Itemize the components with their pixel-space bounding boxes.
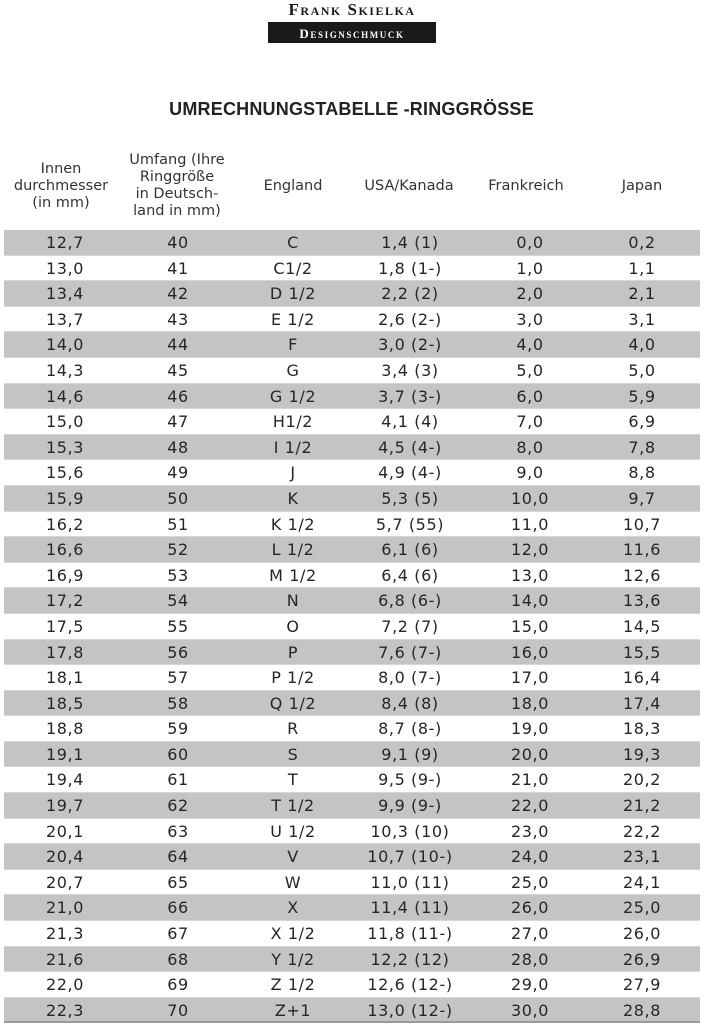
inner-diameter-cell: 13,4 xyxy=(45,284,85,304)
usa-canada-cell: 9,9 (9-) xyxy=(378,796,442,816)
table-row xyxy=(4,947,700,973)
table-header xyxy=(0,145,703,227)
japan-cell: 21,2 xyxy=(622,796,662,816)
japan-cell: 5,9 xyxy=(628,386,656,406)
usa-canada-cell: 11,8 (11-) xyxy=(367,924,453,944)
japan-cell: 5,0 xyxy=(628,360,656,380)
brand-logo xyxy=(268,0,436,43)
england-cell: O xyxy=(286,616,300,636)
usa-canada-cell: 6,8 (6-) xyxy=(378,591,442,611)
japan-cell: 4,0 xyxy=(628,335,656,355)
japan-cell: 28,8 xyxy=(622,1000,662,1020)
england-cell: L 1/2 xyxy=(271,540,315,560)
inner-diameter-cell: 15,0 xyxy=(45,412,85,432)
table-row xyxy=(4,486,700,512)
france-cell: 23,0 xyxy=(510,821,550,841)
brand-subtitle: Designschmuck xyxy=(268,24,436,43)
england-cell: H1/2 xyxy=(272,412,314,432)
japan-cell: 26,0 xyxy=(622,924,662,944)
circumference-cell: 68 xyxy=(167,949,189,969)
japan-cell: 27,9 xyxy=(622,975,662,995)
table-row xyxy=(4,460,700,486)
usa-canada-cell: 8,0 (7-) xyxy=(378,668,442,688)
england-cell: Q 1/2 xyxy=(269,693,317,713)
table-row xyxy=(4,409,700,435)
japan-cell: 7,8 xyxy=(628,437,656,457)
table-row xyxy=(4,640,700,666)
england-cell: S xyxy=(287,744,299,764)
england-cell: Y 1/2 xyxy=(271,949,315,969)
circumference-cell: 63 xyxy=(167,821,189,841)
japan-cell: 0,2 xyxy=(628,233,656,252)
usa-canada-cell: 6,1 (6) xyxy=(381,540,439,560)
france-cell: 26,0 xyxy=(510,898,550,918)
usa-canada-cell: 12,2 (12) xyxy=(370,949,450,969)
circumference-cell: 53 xyxy=(167,565,189,585)
france-cell: 18,0 xyxy=(510,693,550,713)
inner-diameter-cell: 14,3 xyxy=(45,360,85,380)
usa-canada-cell: 13,0 (12-) xyxy=(367,1000,453,1020)
table-row xyxy=(4,767,700,793)
usa-canada-cell: 8,4 (8) xyxy=(381,693,439,713)
table-row xyxy=(4,307,700,333)
circumference-cell: 64 xyxy=(167,847,189,867)
usa-canada-cell: 12,6 (12-) xyxy=(367,975,453,995)
japan-cell: 11,6 xyxy=(622,540,662,560)
circumference-cell: 48 xyxy=(167,437,189,457)
inner-diameter-cell: 15,9 xyxy=(45,488,85,508)
circumference-cell: 41 xyxy=(167,258,189,278)
usa-canada-cell: 3,0 (2-) xyxy=(378,335,442,355)
inner-diameter-cell: 14,6 xyxy=(45,386,85,406)
circumference-cell: 66 xyxy=(167,898,189,918)
circumference-cell: 56 xyxy=(167,642,189,662)
japan-cell: 15,5 xyxy=(622,642,662,662)
japan-cell: 6,9 xyxy=(628,412,656,432)
circumference-cell: 58 xyxy=(167,693,189,713)
england-cell: Z+1 xyxy=(274,1000,312,1020)
inner-diameter-cell: 17,5 xyxy=(45,616,85,636)
japan-cell: 9,7 xyxy=(628,488,656,508)
table-row xyxy=(4,588,700,614)
circumference-cell: 54 xyxy=(167,591,189,611)
circumference-cell: 49 xyxy=(167,463,189,483)
inner-diameter-cell: 21,3 xyxy=(45,924,85,944)
england-cell: P xyxy=(287,642,299,662)
usa-canada-cell: 4,1 (4) xyxy=(381,412,439,432)
circumference-cell: 40 xyxy=(167,233,189,252)
table-row xyxy=(4,256,700,282)
france-cell: 12,0 xyxy=(510,540,550,560)
inner-diameter-cell: 21,6 xyxy=(45,949,85,969)
circumference-cell: 61 xyxy=(167,770,189,790)
england-cell: P 1/2 xyxy=(271,668,315,688)
japan-cell: 3,1 xyxy=(628,309,656,329)
table-row xyxy=(4,332,700,358)
inner-diameter-cell: 12,7 xyxy=(45,233,85,252)
circumference-cell: 59 xyxy=(167,719,189,739)
table-row xyxy=(4,895,700,921)
table-row xyxy=(4,844,700,870)
england-cell: E 1/2 xyxy=(271,309,315,329)
france-cell: 2,0 xyxy=(516,284,544,304)
circumference-cell: 62 xyxy=(167,796,189,816)
england-cell: N xyxy=(286,591,300,611)
england-cell: X xyxy=(287,898,299,918)
japan-cell: 8,8 xyxy=(628,463,656,483)
inner-diameter-cell: 14,0 xyxy=(45,335,85,355)
france-cell: 7,0 xyxy=(516,412,544,432)
circumference-cell: 65 xyxy=(167,872,189,892)
france-cell: 14,0 xyxy=(510,591,550,611)
usa-canada-cell: 2,6 (2-) xyxy=(378,309,442,329)
table-row xyxy=(4,819,700,845)
france-cell: 30,0 xyxy=(510,1000,550,1020)
circumference-cell: 52 xyxy=(167,540,189,560)
usa-canada-cell: 7,2 (7) xyxy=(381,616,439,636)
usa-canada-cell: 11,4 (11) xyxy=(370,898,450,918)
usa-canada-cell: 10,3 (10) xyxy=(370,821,450,841)
circumference-cell: 46 xyxy=(167,386,189,406)
inner-diameter-cell: 18,1 xyxy=(45,668,85,688)
usa-canada-cell: 6,4 (6) xyxy=(381,565,439,585)
circumference-cell: 60 xyxy=(167,744,189,764)
header-usa-canada: USA/Kanada xyxy=(364,177,454,194)
france-cell: 29,0 xyxy=(510,975,550,995)
japan-cell: 16,4 xyxy=(622,668,662,688)
inner-diameter-cell: 22,0 xyxy=(45,975,85,995)
circumference-cell: 67 xyxy=(167,924,189,944)
table-row xyxy=(4,358,700,384)
usa-canada-cell: 9,5 (9-) xyxy=(378,770,442,790)
circumference-cell: 51 xyxy=(167,514,189,534)
france-cell: 5,0 xyxy=(516,360,544,380)
usa-canada-cell: 5,7 (55) xyxy=(375,514,445,534)
france-cell: 22,0 xyxy=(510,796,550,816)
table-row xyxy=(4,230,700,256)
france-cell: 28,0 xyxy=(510,949,550,969)
japan-cell: 18,3 xyxy=(622,719,662,739)
france-cell: 4,0 xyxy=(516,335,544,355)
england-cell: W xyxy=(284,872,302,892)
size-table-body xyxy=(4,230,700,1023)
japan-cell: 19,3 xyxy=(622,744,662,764)
header-england: England xyxy=(263,177,323,194)
inner-diameter-cell: 13,0 xyxy=(45,258,85,278)
england-cell: K xyxy=(287,488,299,508)
england-cell: G xyxy=(286,360,300,380)
usa-canada-cell: 5,3 (5) xyxy=(381,488,439,508)
usa-canada-cell: 4,9 (4-) xyxy=(378,463,442,483)
france-cell: 3,0 xyxy=(516,309,544,329)
japan-cell: 25,0 xyxy=(622,898,662,918)
england-cell: G 1/2 xyxy=(269,386,317,406)
header-circumference: Umfang (Ihre Ringgröße in Deutsch- land in mm) xyxy=(129,152,225,219)
usa-canada-cell: 10,7 (10-) xyxy=(367,847,453,867)
france-cell: 16,0 xyxy=(510,642,550,662)
inner-diameter-cell: 16,6 xyxy=(45,540,85,560)
circumference-cell: 70 xyxy=(167,1000,189,1020)
usa-canada-cell: 1,8 (1-) xyxy=(378,258,442,278)
table-row xyxy=(4,793,700,819)
england-cell: D 1/2 xyxy=(269,284,317,304)
japan-cell: 14,5 xyxy=(622,616,662,636)
france-cell: 20,0 xyxy=(510,744,550,764)
usa-canada-cell: 3,7 (3-) xyxy=(378,386,442,406)
france-cell: 21,0 xyxy=(510,770,550,790)
header-inner-diameter: Innen durchmesser (in mm) xyxy=(13,160,109,211)
circumference-cell: 69 xyxy=(167,975,189,995)
england-cell: X 1/2 xyxy=(270,924,316,944)
page-title: UMRECHNUNGSTABELLE -RINGGRÖSSE xyxy=(169,99,534,119)
circumference-cell: 44 xyxy=(167,335,189,355)
france-cell: 15,0 xyxy=(510,616,550,636)
japan-cell: 22,2 xyxy=(622,821,662,841)
table-row xyxy=(4,691,700,717)
inner-diameter-cell: 17,8 xyxy=(45,642,85,662)
circumference-cell: 55 xyxy=(167,616,189,636)
table-row xyxy=(4,512,700,538)
england-cell: Z 1/2 xyxy=(270,975,316,995)
inner-diameter-cell: 16,9 xyxy=(45,565,85,585)
france-cell: 17,0 xyxy=(510,668,550,688)
inner-diameter-cell: 18,5 xyxy=(45,693,85,713)
england-cell: C xyxy=(287,233,299,252)
circumference-cell: 43 xyxy=(167,309,189,329)
france-cell: 25,0 xyxy=(510,872,550,892)
circumference-cell: 47 xyxy=(167,412,189,432)
table-row xyxy=(4,870,700,896)
england-cell: K 1/2 xyxy=(270,514,316,534)
france-cell: 27,0 xyxy=(510,924,550,944)
brand-name: Frank Skielka xyxy=(268,0,436,24)
japan-cell: 2,1 xyxy=(628,284,656,304)
japan-cell: 26,9 xyxy=(622,949,662,969)
japan-cell: 1,1 xyxy=(628,258,656,278)
inner-diameter-cell: 19,1 xyxy=(45,744,85,764)
table-row xyxy=(4,716,700,742)
inner-diameter-cell: 13,7 xyxy=(45,309,85,329)
england-cell: U 1/2 xyxy=(270,821,316,841)
usa-canada-cell: 1,4 (1) xyxy=(381,233,439,252)
table-row xyxy=(4,972,700,998)
england-cell: V xyxy=(287,847,299,867)
header-france: Frankreich xyxy=(488,177,564,194)
inner-diameter-cell: 21,0 xyxy=(45,898,85,918)
france-cell: 11,0 xyxy=(510,514,550,534)
inner-diameter-cell: 19,4 xyxy=(45,770,85,790)
inner-diameter-cell: 18,8 xyxy=(45,719,85,739)
table-row xyxy=(4,537,700,563)
england-cell: C1/2 xyxy=(273,258,313,278)
table-row xyxy=(4,614,700,640)
circumference-cell: 45 xyxy=(167,360,189,380)
usa-canada-cell: 2,2 (2) xyxy=(381,284,439,304)
japan-cell: 24,1 xyxy=(622,872,662,892)
france-cell: 0,0 xyxy=(516,233,544,252)
table-row xyxy=(4,665,700,691)
japan-cell: 17,4 xyxy=(622,693,662,713)
table-row xyxy=(4,998,700,1024)
usa-canada-cell: 11,0 (11) xyxy=(370,872,450,892)
circumference-cell: 50 xyxy=(167,488,189,508)
table-row xyxy=(4,435,700,461)
france-cell: 13,0 xyxy=(510,565,550,585)
usa-canada-cell: 4,5 (4-) xyxy=(378,437,442,457)
france-cell: 24,0 xyxy=(510,847,550,867)
england-cell: M 1/2 xyxy=(269,565,317,585)
england-cell: I 1/2 xyxy=(273,437,313,457)
japan-cell: 20,2 xyxy=(622,770,662,790)
england-cell: T 1/2 xyxy=(271,796,315,816)
inner-diameter-cell: 15,3 xyxy=(45,437,85,457)
table-row xyxy=(4,384,700,410)
usa-canada-cell: 8,7 (8-) xyxy=(378,719,442,739)
inner-diameter-cell: 20,7 xyxy=(45,872,85,892)
usa-canada-cell: 3,4 (3) xyxy=(381,360,439,380)
france-cell: 19,0 xyxy=(510,719,550,739)
japan-cell: 10,7 xyxy=(622,514,662,534)
inner-diameter-cell: 15,6 xyxy=(45,463,85,483)
inner-diameter-cell: 22,3 xyxy=(45,1000,85,1020)
england-cell: R xyxy=(287,719,299,739)
france-cell: 9,0 xyxy=(516,463,544,483)
header-japan: Japan xyxy=(621,177,663,194)
inner-diameter-cell: 16,2 xyxy=(45,514,85,534)
france-cell: 1,0 xyxy=(516,258,544,278)
france-cell: 6,0 xyxy=(516,386,544,406)
table-row xyxy=(4,921,700,947)
japan-cell: 23,1 xyxy=(622,847,662,867)
japan-cell: 12,6 xyxy=(622,565,662,585)
england-cell: J xyxy=(290,463,296,483)
usa-canada-cell: 9,1 (9) xyxy=(381,744,439,764)
france-cell: 8,0 xyxy=(516,437,544,457)
england-cell: T xyxy=(287,770,299,790)
japan-cell: 13,6 xyxy=(622,591,662,611)
circumference-cell: 57 xyxy=(167,668,189,688)
england-cell: F xyxy=(288,335,298,355)
inner-diameter-cell: 20,4 xyxy=(45,847,85,867)
circumference-cell: 42 xyxy=(167,284,189,304)
inner-diameter-cell: 19,7 xyxy=(45,796,85,816)
usa-canada-cell: 7,6 (7-) xyxy=(378,642,442,662)
table-row xyxy=(4,281,700,307)
inner-diameter-cell: 17,2 xyxy=(45,591,85,611)
france-cell: 10,0 xyxy=(510,488,550,508)
table-row xyxy=(4,742,700,768)
table-row xyxy=(4,563,700,589)
inner-diameter-cell: 20,1 xyxy=(45,821,85,841)
